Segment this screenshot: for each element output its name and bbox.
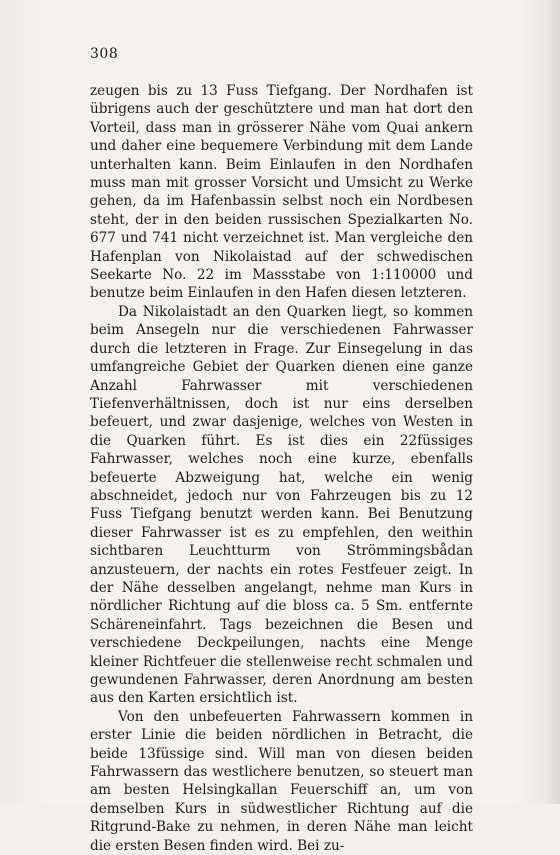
paragraph-2: Da Nikolaistadt an den Quarken liegt, so kommen beim Ansegeln nur die verschiedenen Fahrwasser durch die letzteren in Frage. Zur Einsegelung in das umfangreiche Gebiet der Quarken dienen eine ganze Anzahl Fahrwasser mit verschiedenen Tiefenverhältnissen, doch ist nur eins derselben befeuert, und zwar dasjenige, welches von Westen in die Quarken führt. Es ist dies ein 22füssiges Fahrwasser, welches noch eine kurze, ebenfalls befeuerte Abzweigung hat, welche ein wenig abschneidet, jedoch nur von Fahrzeugen bis zu 12 Fuss Tiefgang benutzt werden kann. Bei Benutzung dieser Fahrwasser ist es zu empfehlen, den weithin sichtbaren Leuchtturm von Strömmingsbådan anzusteuern, der nachts ein rotes Festfeuer zeigt. In der Nähe desselben angelangt, nehme man Kurs in nördlicher Richtung auf die bloss ca. 5 Sm. entfernte Schäreneinfahrt. Tags bezeichnen die Besen und verschiedene Deckpeilungen, nachts eine Menge kleiner Richtfeuer die stellenweise recht schmalen und gewundenen Fahrwasser, deren Anordnung am besten aus den Karten ersichtlich ist. <box>90 303 473 707</box>
page-number: 308 <box>90 46 119 62</box>
body-text <box>90 82 473 855</box>
page-edge-shadow <box>546 0 560 804</box>
paragraph-3: Von den unbefeuerten Fahrwassern kommen in erster Linie die beiden nördlichen in Betracht, die beide 13füssige sind. Will man von diesen beiden Fahrwassern das westlichere benutzen, so steuert man am besten Helsingkallan Feuerschiff an, um von demselben Kurs in südwestlicher Richtung auf die Ritgrund-Bake zu nehmen, in deren Nähe man leicht die ersten Besen finden wird. Bei zu- <box>90 708 473 854</box>
paragraph-1: zeugen bis zu 13 Fuss Tiefgang. Der Nordhafen ist übrigens auch der geschütztere und man hat dort den Vorteil, dass man in grösserer Nähe vom Quai ankern und daher eine bequemere Verbindung mit dem Lande unterhalten kann. Beim Einlaufen in den Nordhafen muss man mit grosser Vorsicht und Umsicht zu Werke gehen, da im Hafenbassin selbst noch ein Nordbesen steht, der in den beiden russischen Spezialkarten No. 677 und 741 nicht verzeichnet ist. Man vergleiche den Hafenplan von Nikolaistad auf der schwedischen Seekarte No. 22 im Massstabe von 1:110000 und benutze beim Einlaufen in den Hafen diesen letzteren. <box>90 83 473 302</box>
